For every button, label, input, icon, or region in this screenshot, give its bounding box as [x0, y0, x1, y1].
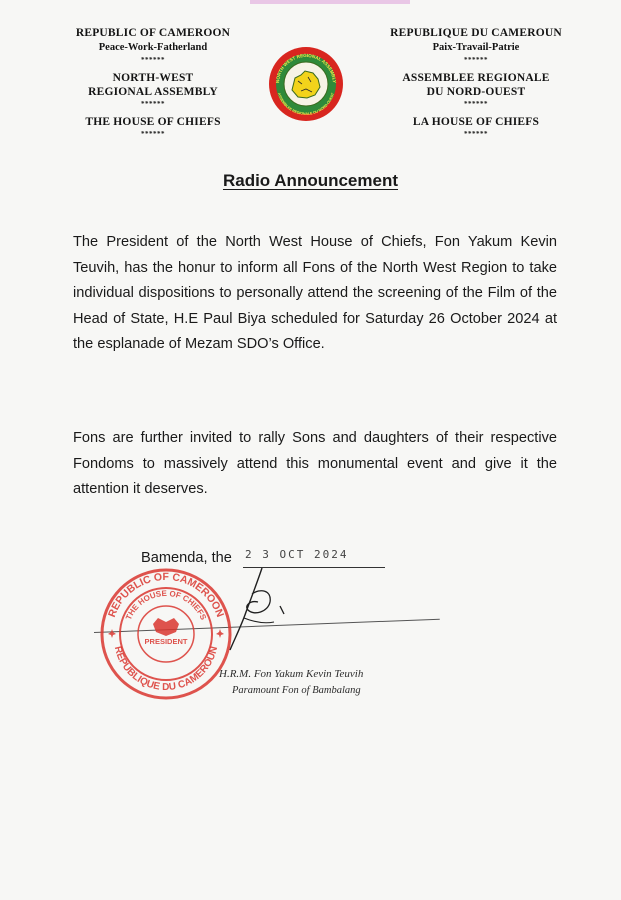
- header-left-house: THE HOUSE OF CHIEFS: [85, 116, 221, 128]
- svg-text:REPUBLIQUE DU CAMEROUN: REPUBLIQUE DU CAMEROUN: [111, 645, 221, 694]
- header-left-stars-2: ******: [141, 100, 165, 108]
- header-left-country: REPUBLIC OF CAMEROON: [75, 27, 231, 39]
- announcement-paragraph-1: The President of the North West House of Chiefs, Fon Yakum Kevin Teuvih, has the honur to inform all Fons of the North West Region to take individual dispositions to personally attend the screening of the Film of the Head of State, H.E Paul Biya scheduled for Saturday 26 October 2024 at the esplanade of Mezam SDO’s Office.: [73, 234, 557, 352]
- header-right-house: LA HOUSE OF CHIEFS: [412, 116, 540, 128]
- header-right-country: REPUBLIQUE DU CAMEROUN: [390, 27, 562, 39]
- header-left-assembly-2: REGIONAL ASSEMBLY: [88, 86, 218, 98]
- header-right-assembly-1: ASSEMBLEE REGIONALE: [402, 72, 550, 84]
- header-right-stars: ******: [464, 56, 488, 64]
- signer-title: Paramount Fon of Bambalang: [232, 685, 361, 696]
- date-stamp: 2 3 OCT 2024: [245, 548, 349, 561]
- document-title: Radio Announcement: [222, 171, 399, 190]
- svg-text:PRESIDENT: PRESIDENT: [144, 637, 188, 646]
- svg-text:NORTH WEST REGIONAL ASSEMBLY: NORTH WEST REGIONAL ASSEMBLY: [274, 52, 338, 84]
- signer-name: H.R.M. Fon Yakum Kevin Teuvih: [219, 668, 364, 680]
- handwritten-signature: [200, 566, 320, 656]
- header-left-stars-3: ******: [141, 130, 165, 138]
- header-left-stars: ******: [141, 56, 165, 64]
- header-right-stars-2: ******: [464, 100, 488, 108]
- header-left-assembly-1: NORTH-WEST: [112, 72, 194, 84]
- header-right-motto: Paix-Travail-Patrie: [432, 42, 520, 53]
- svg-text:THE HOUSE OF CHIEFS: THE HOUSE OF CHIEFS: [124, 588, 208, 622]
- svg-text:REPUBLIC OF CAMEROON: REPUBLIC OF CAMEROON: [105, 570, 227, 619]
- header-right-assembly-2: DU NORD-OUEST: [426, 86, 526, 98]
- header-left: [62, 26, 244, 139]
- header-left-motto: Peace-Work-Fatherland: [98, 42, 208, 53]
- top-edge-tint: [250, 0, 410, 4]
- place-label: Bamenda, the: [141, 550, 232, 566]
- header-right: [378, 26, 574, 139]
- regional-assembly-emblem-icon: [268, 46, 344, 122]
- header-right-stars-3: ******: [464, 130, 488, 138]
- announcement-paragraph-2: Fons are further invited to rally Sons and daughters of their respective Fondoms to massively attend this monumental event and give it the attention it deserves.: [73, 430, 557, 497]
- svg-text:ASSEMBLEE REGIONALE DU NORD-OU: ASSEMBLEE REGIONALE DU NORD-OUEST: [276, 92, 336, 117]
